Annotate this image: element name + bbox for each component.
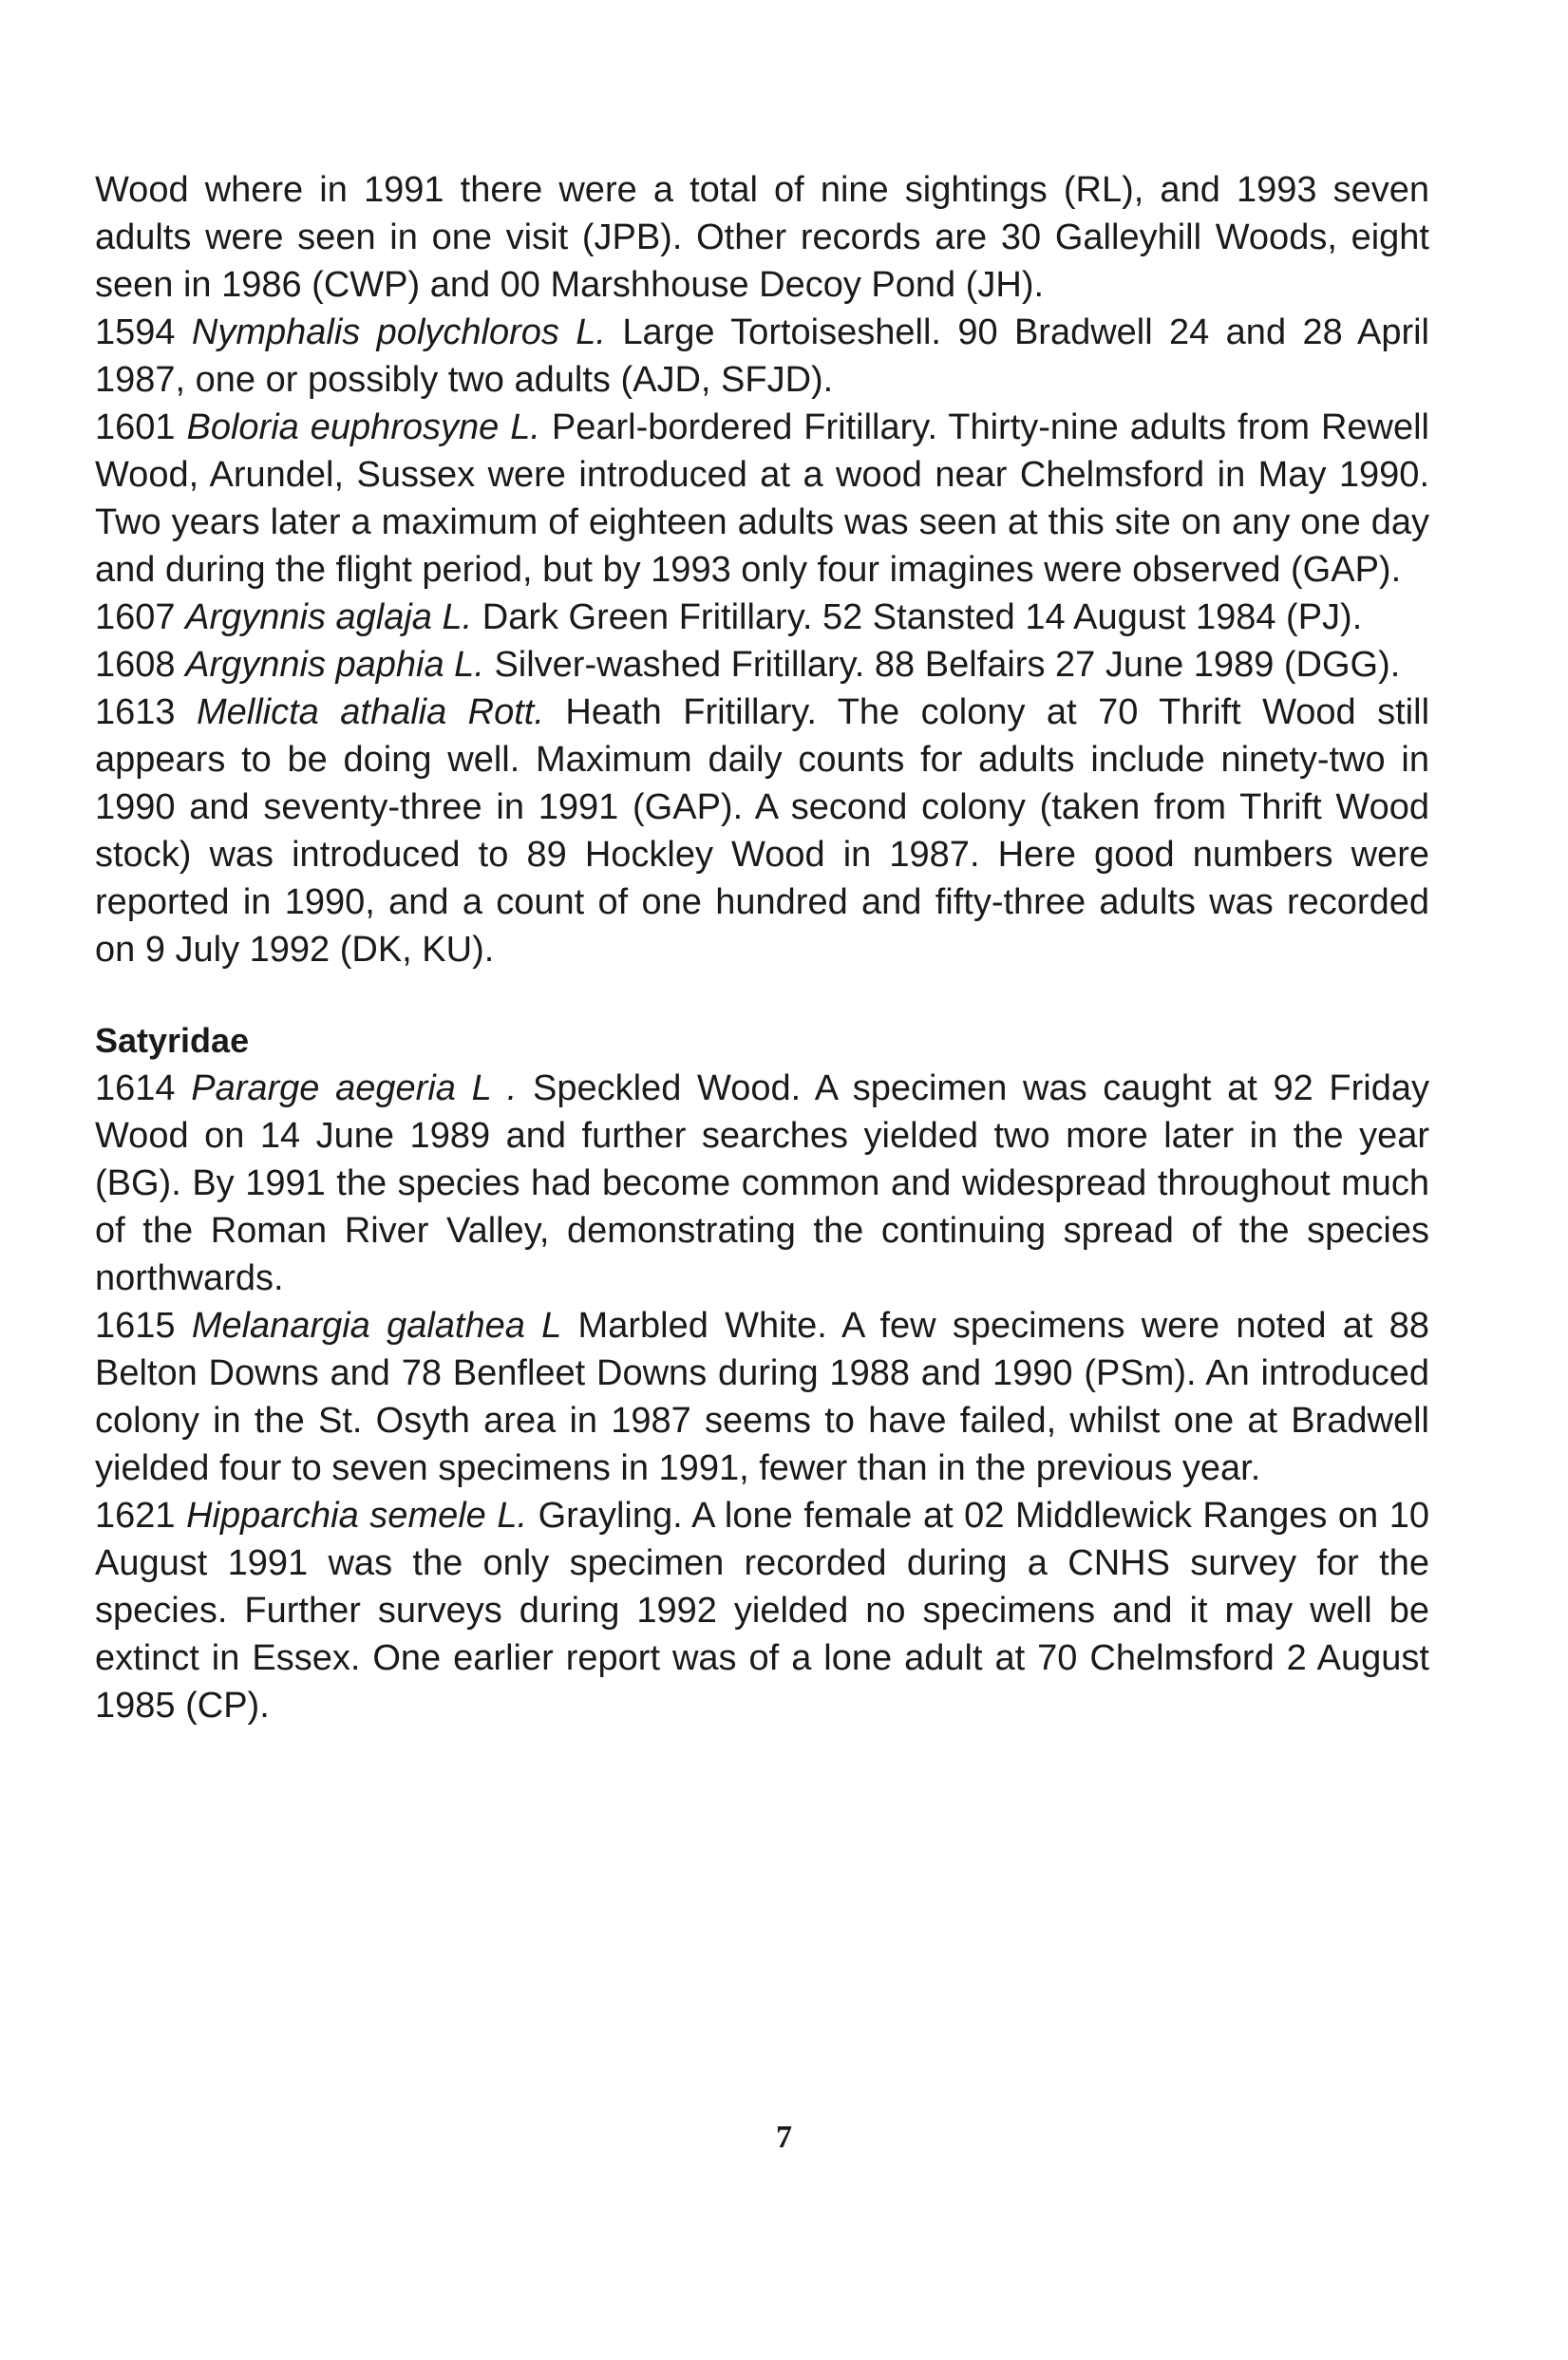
species-name: Melanargia galathea L (191, 1306, 562, 1346)
species-text: Pearl-bordered Fritillary. Thirty-nine adults from Rewell Wood, Arundel, Sussex were introduced at a wood near Chelmsford in May 1990. Two years later a maximum of eighteen adults was seen at this site on any one day and during the flight period, but by 1993 only four imagines were observed (GAP). (95, 407, 1429, 590)
species-entry-1601 (95, 404, 1429, 594)
species-name: Pararge aegeria L . (191, 1068, 518, 1108)
species-number: 1614 (95, 1068, 176, 1108)
species-number: 1594 (95, 312, 176, 352)
species-text: Marbled White. A few specimens were noted at 88 Belton Downs and 78 Benfleet Downs during 1988 and 1990 (PSm). An introduced colony in the St. Osyth area in 1987 seems to have failed, whilst one at Bradwell yielded four to seven specimens in 1991, fewer than in the previous year. (95, 1306, 1429, 1488)
species-name: Argynnis aglaja L. (185, 597, 473, 637)
species-entry-1614 (95, 1065, 1429, 1302)
species-name: Mellicta athalia Rott. (197, 692, 544, 732)
species-name: Argynnis paphia L. (185, 645, 484, 685)
species-text: Large Tortoiseshell. 90 Bradwell 24 and 28 April 1987, one or possibly two adults (AJD, SFJD). (95, 312, 1429, 400)
species-entry-1607 (95, 594, 1429, 641)
species-entry-1621 (95, 1492, 1429, 1729)
species-name: Hipparchia semele L. (186, 1496, 528, 1536)
species-name: Boloria euphrosyne L. (186, 407, 540, 447)
species-text: Silver-washed Fritillary. 88 Belfairs 27 June 1989 (DGG). (494, 645, 1401, 685)
paragraph-continuation (95, 166, 1429, 309)
species-text: Speckled Wood. A specimen was caught at 92 Friday Wood on 14 June 1989 and further searches yielded two more later in the year (BG). By 1991 the species had become common and widespread throughout much of the Roman River Valley, demonstrating the continuing spread of the species northwards. (95, 1068, 1429, 1298)
section-heading: Satyridae (95, 1021, 250, 1060)
species-entry-1608 (95, 641, 1429, 689)
species-number: 1621 (95, 1496, 176, 1536)
species-entry-1615 (95, 1302, 1429, 1492)
page-body (95, 166, 1429, 1729)
species-number: 1608 (95, 645, 176, 685)
paragraph-text: Wood where in 1991 there were a total of nine sightings (RL), and 1993 seven adults were seen in one visit (JPB). Other records are 30 Galleyhill Woods, eight seen in 1986 (CWP) and 00 Marshhouse Decoy Pond (JH). (95, 170, 1429, 305)
species-text: Grayling. A lone female at 02 Middlewick Ranges on 10 August 1991 was the only specimen recorded during a CNHS survey for the species. Further surveys during 1992 yielded no specimens and it may well be extinct in Essex. One earlier report was of a lone adult at 70 Chelmsford 2 August 1985 (CP). (95, 1496, 1429, 1726)
species-entry-1613 (95, 689, 1429, 973)
species-text: Dark Green Fritillary. 52 Stansted 14 August 1984 (PJ). (482, 597, 1363, 637)
species-number: 1601 (95, 407, 176, 447)
page-number: 7 (776, 2120, 792, 2155)
species-entry-1594 (95, 309, 1429, 404)
species-number: 1615 (95, 1306, 176, 1346)
species-name: Nymphalis polychloros L. (191, 312, 606, 352)
species-number: 1607 (95, 597, 176, 637)
species-text: Heath Fritillary. The colony at 70 Thrift Wood still appears to be doing well. Maximum daily counts for adults include ninety-two in 1990 and seventy-three in 1991 (GAP). A second colony (taken from Thrift Wood stock) was introduced to 89 Hockley Wood in 1987. Here good numbers were reported in 1990, and a count of one hundred and fifty-three adults was recorded on 9 July 1992 (DK, KU). (95, 692, 1430, 970)
species-number: 1613 (95, 692, 176, 732)
